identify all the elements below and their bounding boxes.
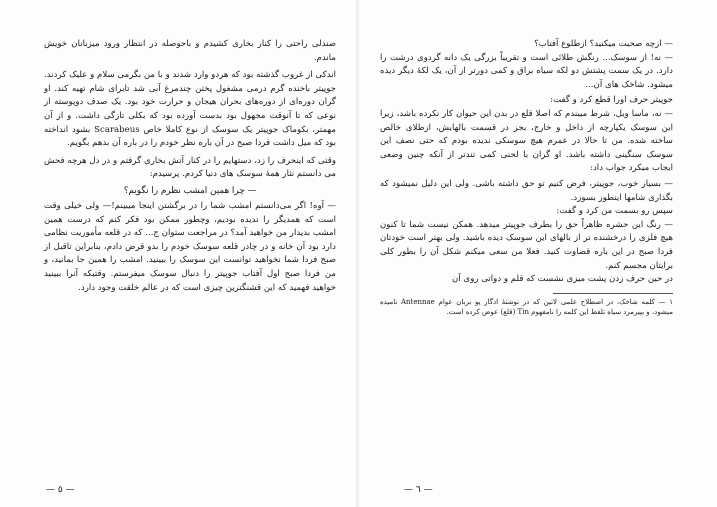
paragraph: در حین حرف زدن پشت میزی نشست که قلم و دواتی روی آن (452, 274, 673, 285)
paragraph: اندکی از غروب گذشته بود که هردو وارد شدند و با من بگرمی سلام و علیک کردند. جوپیتر باخنده گرم درمی مشغول پختن چندمرغ آبی شد تابرای شام تهیه کند. او گران دوره‌ای از دوره‌های بحران هیجان و حرارت خود بود. یک صدف دوپوسته از نوعی که تا آنوقت مجهول بود بدست آورده بود که بکلی تازگی داشت. و از آن مهمتر، بکوماک جوپیتر یک سوسک از نوع کاملا خاص Scarabeus بشود انداخته بود که میل داشت فردا صبح در آن باره نظر خودم را در باره آن بدهم بگویم. (44, 70, 336, 149)
paragraph: سپس رو بسمت من کرد و گفت: (556, 206, 673, 217)
paragraph: جوپیتر حرف اورا قطع کرد و گفت: (550, 95, 673, 106)
paragraph: — رنگ این حشره ظاهراً حق را بطرف جوپیتر میدهد. همکن نیست شما تا کنون هیچ فلزی را درخشنده تر از بالهای این سوسک دیده باشید. ولی بهتر است خودتان فردا صبح در این باره قضاوت کنید. فعلا من سعی میکنم شکل آن را بطور کلی برایتان مجسم کنم. (380, 219, 673, 271)
paragraph: صندلی راحتی را کنار بخاری کشیدم و باحوصله در انتظار ورود میزبانان خویش ماندم. (44, 39, 336, 63)
paragraph: — بسیار خوب، جوپیتر، فرض کنیم تو حق داشته باشی. ولی این دلیل نمیشود که بگذاری شامها اینطور بسوزد. (380, 178, 673, 203)
footnote-divider (553, 293, 673, 294)
page-number: — ٦ — (404, 485, 433, 495)
left-page (0, 0, 358, 507)
footnote: ١ — کلمه شاخک، در اصطلاح علمی لاتین که در نوشتهٔ ادگار پو بزبان عوام Antennae نامیده میشود، و بپیرمرد سیاه تلفظ این کلمه را نامفهوم Tin (قلع) عوض کرده است. (380, 297, 673, 317)
dialogue-line: — چرا همین امشب نظرم را نگویم؟ (123, 185, 257, 196)
paragraph: — ازچه صحبت میکنید؟ ازطلوع آفتاب؟ (534, 39, 673, 49)
paragraph: — نه! از سوسک... رنگش طلائی است و تقریباً بزرگی یک دانه گردوی درشت را دارد. در یک سمت پشتش دو لکه سیاه براق و کمی دورتر از آن، یک لکهٔ دیگر دیده میشود. شاخک های آن... (380, 52, 673, 90)
right-page-text (380, 38, 673, 287)
paragraph: — نه، ماسا ویل، شرط میبندم که اصلا قلع در بدن این حیوان کار نکرده باشد، زیرا این سوسک یکپارچه از داخل و خارج، بجز در قسمت بالهایش، ازطلای خالص ساخته شده. من تا حالا در عمرم هیچ سوسکی ندیده بودم که حتی نصف این سوسک سنگینی داشته باشد. او گران با لحنی کمی تندتر از آنکه چنین وضعی ایجاب میکرد جواب داد: (380, 108, 673, 174)
right-page (358, 0, 717, 507)
page-number: — ٥ — (46, 485, 75, 495)
paragraph: وقتی که اینحرف را زد، دستهایم را در کنار آتش بخاری گرفتم و در دل هرچه فحش می دانستم نثار همهٔ سوسک های دنیا کردم. پرسیدم: (44, 155, 336, 180)
paragraph: — آوه! اگر می‌دانستم امشب شما را در برگشتن اینجا میبینم!— ولی خیلی وقت است که همدیگر را ندیده بودیم، وچطور ممکن بود فکر کنم که درست همین امشب بدیدار من خواهید آمد؟ در مراجعت ستوان ج... که در قلعه مأموریت نظامی دارد بود آن خانه و در چادر قلعه سوسک خودم را بدو قرض دادم، بنابراین تاقبل از صبح فردا شما نخواهید توانست این سوسک را ببینید. امشب را همین جا بمانید، و من فردا صبح اول آفتاب جوپیتر را دنبال سوسک میفرستم. وقتیکه آنرا ببینید خواهید فهمید که این قشنگترین چیزی است که در عالم خلقت وجود دارد. (44, 200, 336, 293)
left-page-text (44, 38, 336, 295)
